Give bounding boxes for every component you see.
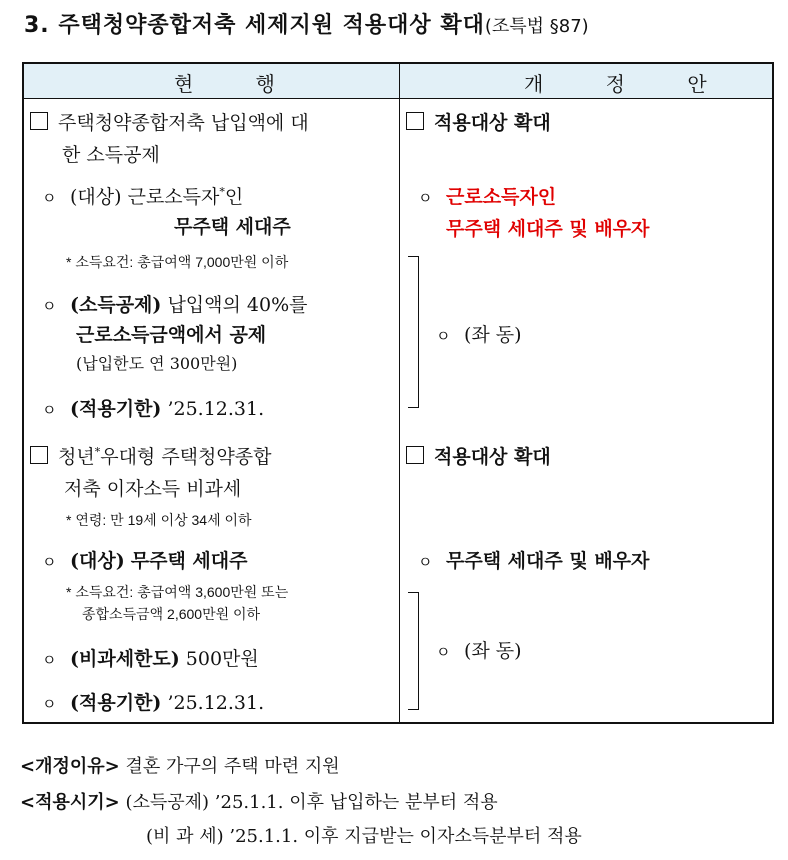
reason-text: 결혼 가구의 주택 마련 지원 bbox=[125, 756, 340, 777]
s1-rev-same: ㅇ (좌 동) bbox=[436, 324, 522, 346]
header-current: 현 행 bbox=[174, 72, 303, 96]
circle-bullet-icon: ㅇ bbox=[42, 297, 57, 315]
circle-bullet-icon: ㅇ bbox=[42, 695, 57, 713]
s2-heading-line2: 저축 이자소득 비과세 bbox=[64, 478, 242, 500]
s2-target: ㅇ (대상) 무주택 세대주 bbox=[42, 550, 248, 572]
checkbox-square-icon bbox=[30, 112, 48, 130]
s2-rev-target: ㅇ 무주택 세대주 및 배우자 bbox=[418, 550, 650, 572]
s2-income-note1: * 소득요건: 총급여액 3,600만원 또는 bbox=[66, 584, 289, 600]
bracket-line bbox=[408, 256, 419, 408]
page-title bbox=[24, 8, 589, 39]
s2-age-note: * 연령: 만 19세 이상 34세 이하 bbox=[66, 512, 252, 528]
s2-limit: ㅇ (비과세한도) 500만원 bbox=[42, 648, 259, 670]
s2-rev-heading: 적용대상 확대 bbox=[406, 442, 551, 469]
reason-label: <개정이유> bbox=[20, 756, 120, 777]
s1-deduction-limit: (납입한도 연 300만원) bbox=[76, 354, 238, 373]
checkbox-square-icon bbox=[406, 446, 424, 464]
checkbox-square-icon bbox=[30, 446, 48, 464]
reason-line bbox=[20, 752, 340, 778]
s2-heading-line1: 청년*우대형 주택청약종합 bbox=[30, 442, 271, 469]
circle-bullet-icon: ㅇ bbox=[436, 643, 451, 661]
checkbox-square-icon bbox=[406, 112, 424, 130]
column-divider bbox=[399, 64, 400, 722]
circle-bullet-icon: ㅇ bbox=[418, 553, 433, 571]
timing-label: <적용시기> bbox=[20, 792, 120, 813]
table-header bbox=[24, 64, 772, 99]
circle-bullet-icon: ㅇ bbox=[42, 651, 57, 669]
header-revised: 개 정 안 bbox=[524, 72, 735, 96]
timing-text1: (소득공제) ’25.1.1. 이후 납입하는 분부터 적용 bbox=[125, 792, 498, 813]
s1-deduction-line2: 근로소득금액에서 공제 bbox=[76, 324, 267, 346]
circle-bullet-icon: ㅇ bbox=[436, 327, 451, 345]
s2-period: ㅇ (적용기한) ’25.12.31. bbox=[42, 692, 265, 714]
circle-bullet-icon: ㅇ bbox=[418, 189, 433, 207]
s1-heading-line1: 주택청약종합저축 납입액에 대 bbox=[30, 108, 309, 135]
s1-target-note: * 소득요건: 총급여액 7,000만원 이하 bbox=[66, 254, 289, 270]
timing-line1 bbox=[20, 788, 498, 814]
s1-rev-target-line2: 무주택 세대주 및 배우자 bbox=[446, 218, 650, 240]
s2-income-note2: 종합소득금액 2,600만원 이하 bbox=[82, 606, 261, 622]
comparison-table bbox=[22, 62, 774, 724]
s1-rev-heading: 적용대상 확대 bbox=[406, 108, 551, 135]
timing-text2: (비 과 세) ’25.1.1. 이후 지급받는 이자소득분부터 적용 bbox=[146, 826, 582, 847]
bracket-line bbox=[408, 592, 419, 710]
s2-rev-same: ㅇ (좌 동) bbox=[436, 640, 522, 662]
circle-bullet-icon: ㅇ bbox=[42, 553, 57, 571]
circle-bullet-icon: ㅇ bbox=[42, 189, 57, 207]
s1-deduction: ㅇ (소득공제) 납입액의 40%를 bbox=[42, 294, 308, 316]
s1-target-line2: 무주택 세대주 bbox=[174, 216, 291, 238]
title-law-ref: (조특법 §87) bbox=[484, 16, 589, 37]
title-main: 3. 주택청약종합저축 세제지원 적용대상 확대 bbox=[24, 13, 485, 38]
s1-target: ㅇ (대상) 근로소득자*인 bbox=[42, 185, 244, 208]
s1-rev-target: ㅇ 근로소득자인 bbox=[418, 186, 557, 208]
circle-bullet-icon: ㅇ bbox=[42, 401, 57, 419]
s1-heading-line2: 한 소득공제 bbox=[62, 144, 160, 166]
s1-period: ㅇ (적용기한) ’25.12.31. bbox=[42, 398, 265, 420]
